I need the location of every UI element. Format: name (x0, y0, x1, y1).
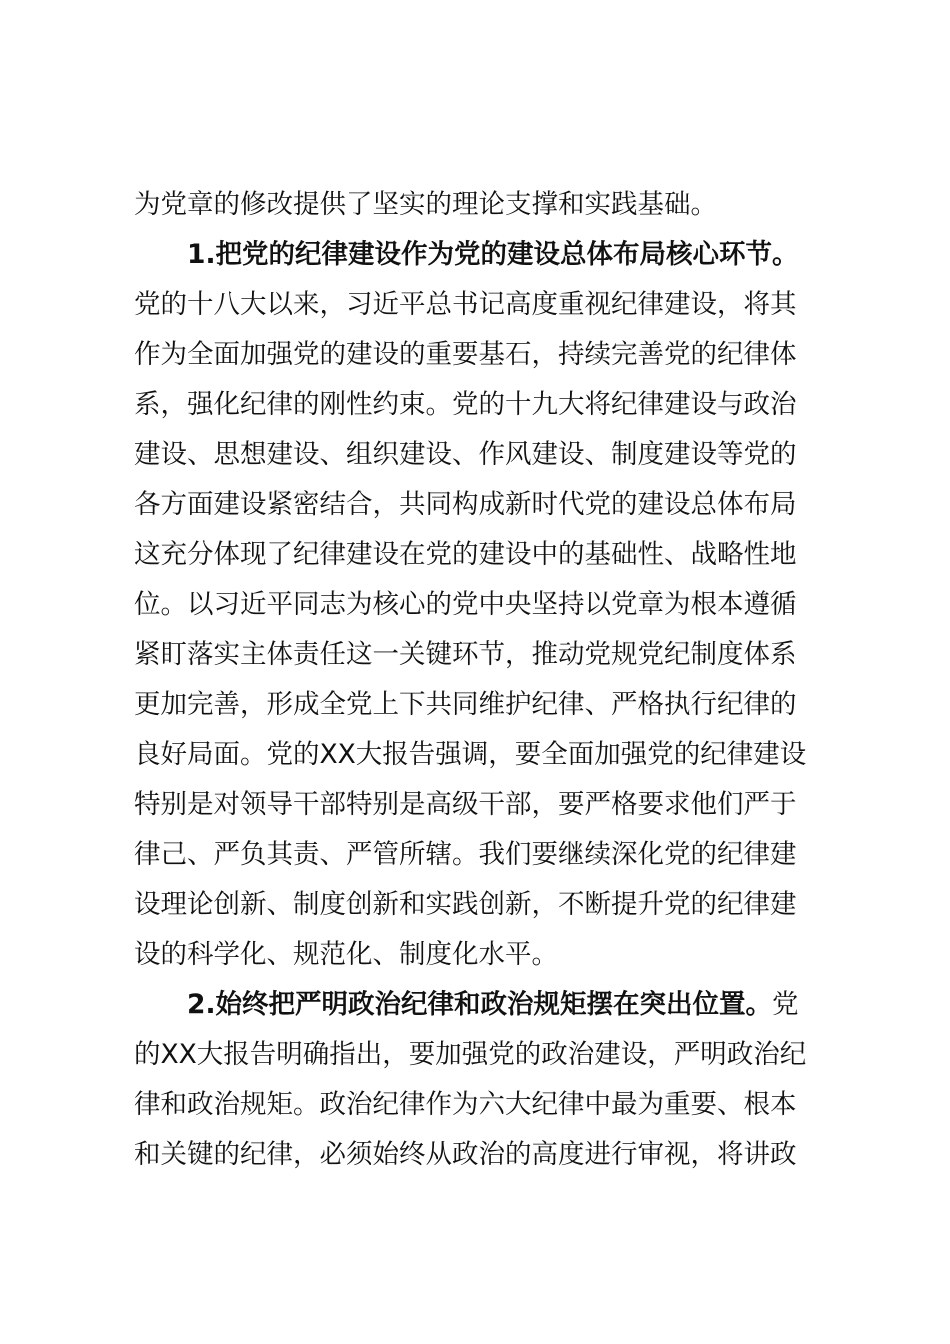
body-line: 的XX大报告明确指出，要加强党的政治建设，严明政治纪 (134, 1039, 807, 1070)
section-heading-line (134, 230, 844, 280)
body-line: 党的十八大以来，习近平总书记高度重视纪律建设，将其 (134, 289, 797, 320)
body-line: 特别是对领导干部特别是高级干部，要严格要求他们严于 (134, 789, 797, 820)
body-line: 系，强化纪律的刚性约束。党的十九大将纪律建设与政治 (134, 389, 797, 420)
body-line: 良好局面。党的XX大报告强调，要全面加强党的纪律建设 (134, 739, 807, 770)
body-line: 紧盯落实主体责任这一关键环节，推动党规党纪制度体系 (134, 639, 797, 670)
body-line: 和关键的纪律，必须始终从政治的高度进行审视，将讲政 (134, 1139, 797, 1170)
body-line: 这充分体现了纪律建设在党的建设中的基础性、战略性地 (134, 539, 797, 570)
body-line: 更加完善，形成全党上下共同维护纪律、严格执行纪律的 (134, 689, 797, 720)
body-line: 律和政治规矩。政治纪律作为六大纪律中最为重要、根本 (134, 1089, 797, 1120)
section-heading-line (134, 980, 844, 1030)
document-body (134, 180, 844, 1180)
section-heading-1: 1.把党的纪律建设作为党的建设总体布局核心环节。 (187, 239, 799, 270)
body-line: 作为全面加强党的建设的重要基石，持续完善党的纪律体 (134, 339, 797, 370)
body-line: 设理论创新、制度创新和实践创新，不断提升党的纪律建 (134, 889, 797, 920)
body-line: 律己、严负其责、严管所辖。我们要继续深化党的纪律建 (134, 839, 797, 870)
body-line: 位。以习近平同志为核心的党中央坚持以党章为根本遵循 (134, 589, 797, 620)
body-text: 党 (772, 989, 799, 1020)
body-line: 各方面建设紧密结合，共同构成新时代党的建设总体布局 (134, 489, 797, 520)
body-line: 建设、思想建设、组织建设、作风建设、制度建设等党的 (134, 439, 797, 470)
section-heading-2: 2.始终把严明政治纪律和政治规矩摆在突出位置。 (187, 989, 773, 1020)
body-line: 为党章的修改提供了坚实的理论支撑和实践基础。 (134, 189, 717, 220)
body-line: 设的科学化、规范化、制度化水平。 (134, 939, 558, 970)
